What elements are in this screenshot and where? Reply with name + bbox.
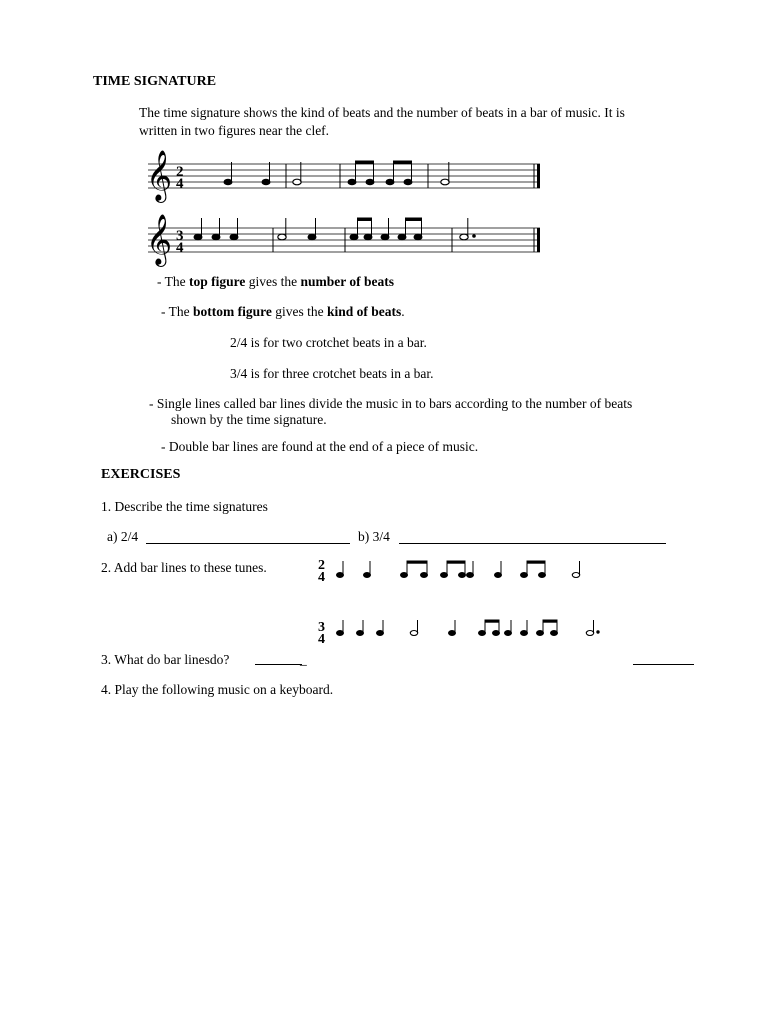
question-1b-label: b) 3/4 xyxy=(358,529,390,544)
quaver-note xyxy=(398,234,406,240)
page-title: TIME SIGNATURE xyxy=(93,74,217,89)
crotchet-note xyxy=(194,234,202,240)
three-four-explanation: 3/4 is for three crotchet beats in a bar. xyxy=(230,366,434,381)
question-1a-label: a) 2/4 xyxy=(107,529,139,544)
two-four-explanation: 2/4 is for two crotchet beats in a bar. xyxy=(230,335,427,350)
beam xyxy=(356,161,374,164)
question-1: 1. Describe the time signatures xyxy=(101,499,268,514)
crotchet-note xyxy=(262,179,270,185)
staff-three-four xyxy=(140,210,550,270)
minim-note xyxy=(278,234,286,240)
question-4: 4. Play the following music on a keyboard. xyxy=(101,682,334,697)
beam xyxy=(394,161,412,164)
quaver-note xyxy=(350,234,358,240)
beam xyxy=(406,218,422,221)
question-2: 2. Add bar lines to these tunes. xyxy=(101,560,267,575)
dot xyxy=(473,235,476,238)
crotchet-note xyxy=(212,234,220,240)
time-signature-top: 3 xyxy=(176,228,184,244)
tune-time-signature-bottom: 4 xyxy=(318,570,325,585)
exercises-heading: EXERCISES xyxy=(101,467,181,482)
top-figure-point: - The top figure gives the number of beats xyxy=(157,274,395,289)
minim-note xyxy=(293,179,301,185)
double-lines-point: - Double bar lines are found at the end of a piece of music. xyxy=(161,439,479,454)
tune-time-signature-top: 3 xyxy=(318,620,325,635)
crotchet-note xyxy=(230,234,238,240)
tune-three-four[interactable] xyxy=(312,617,612,657)
staff-two-four xyxy=(140,140,550,200)
crotchet-note xyxy=(224,179,232,185)
bottom-figure-point: - The bottom figure gives the kind of beats. xyxy=(161,304,405,319)
dotted-minim-note xyxy=(460,234,468,240)
quaver-note xyxy=(414,234,422,240)
quaver-note xyxy=(404,179,412,185)
crotchet-note xyxy=(381,234,389,240)
answer-line-1b[interactable] xyxy=(399,543,666,544)
quaver-note xyxy=(348,179,356,185)
time-signature-bottom: 4 xyxy=(176,240,184,256)
question-3: 3. What do bar linesdo? xyxy=(101,652,230,667)
question-3-mark: _ xyxy=(300,652,307,667)
quaver-note xyxy=(366,179,374,185)
time-signature-bottom: 4 xyxy=(176,176,184,192)
answer-line-3b[interactable] xyxy=(633,664,694,665)
beam xyxy=(358,218,372,221)
minim-note xyxy=(441,179,449,185)
tune-two-four[interactable] xyxy=(312,555,612,595)
single-lines-point-2: shown by the time signature. xyxy=(171,412,327,427)
tune-time-signature-bottom: 4 xyxy=(318,632,325,647)
answer-line-3a[interactable] xyxy=(255,664,302,665)
single-lines-point-1: - Single lines called bar lines divide the music in to bars according to the number of beats xyxy=(149,396,633,411)
treble-clef-icon: 𝄞 xyxy=(146,214,173,265)
answer-line-1a[interactable] xyxy=(146,543,350,544)
quaver-note xyxy=(386,179,394,185)
time-signature-top: 2 xyxy=(176,164,184,180)
crotchet-note xyxy=(308,234,316,240)
quaver-note xyxy=(364,234,372,240)
treble-clef-icon: 𝄞 xyxy=(146,150,173,201)
tune-time-signature-top: 2 xyxy=(318,558,325,573)
intro-line-2: written in two figures near the clef. xyxy=(139,123,330,138)
intro-line-1: The time signature shows the kind of beats and the number of beats in a bar of music. It is xyxy=(139,105,625,120)
